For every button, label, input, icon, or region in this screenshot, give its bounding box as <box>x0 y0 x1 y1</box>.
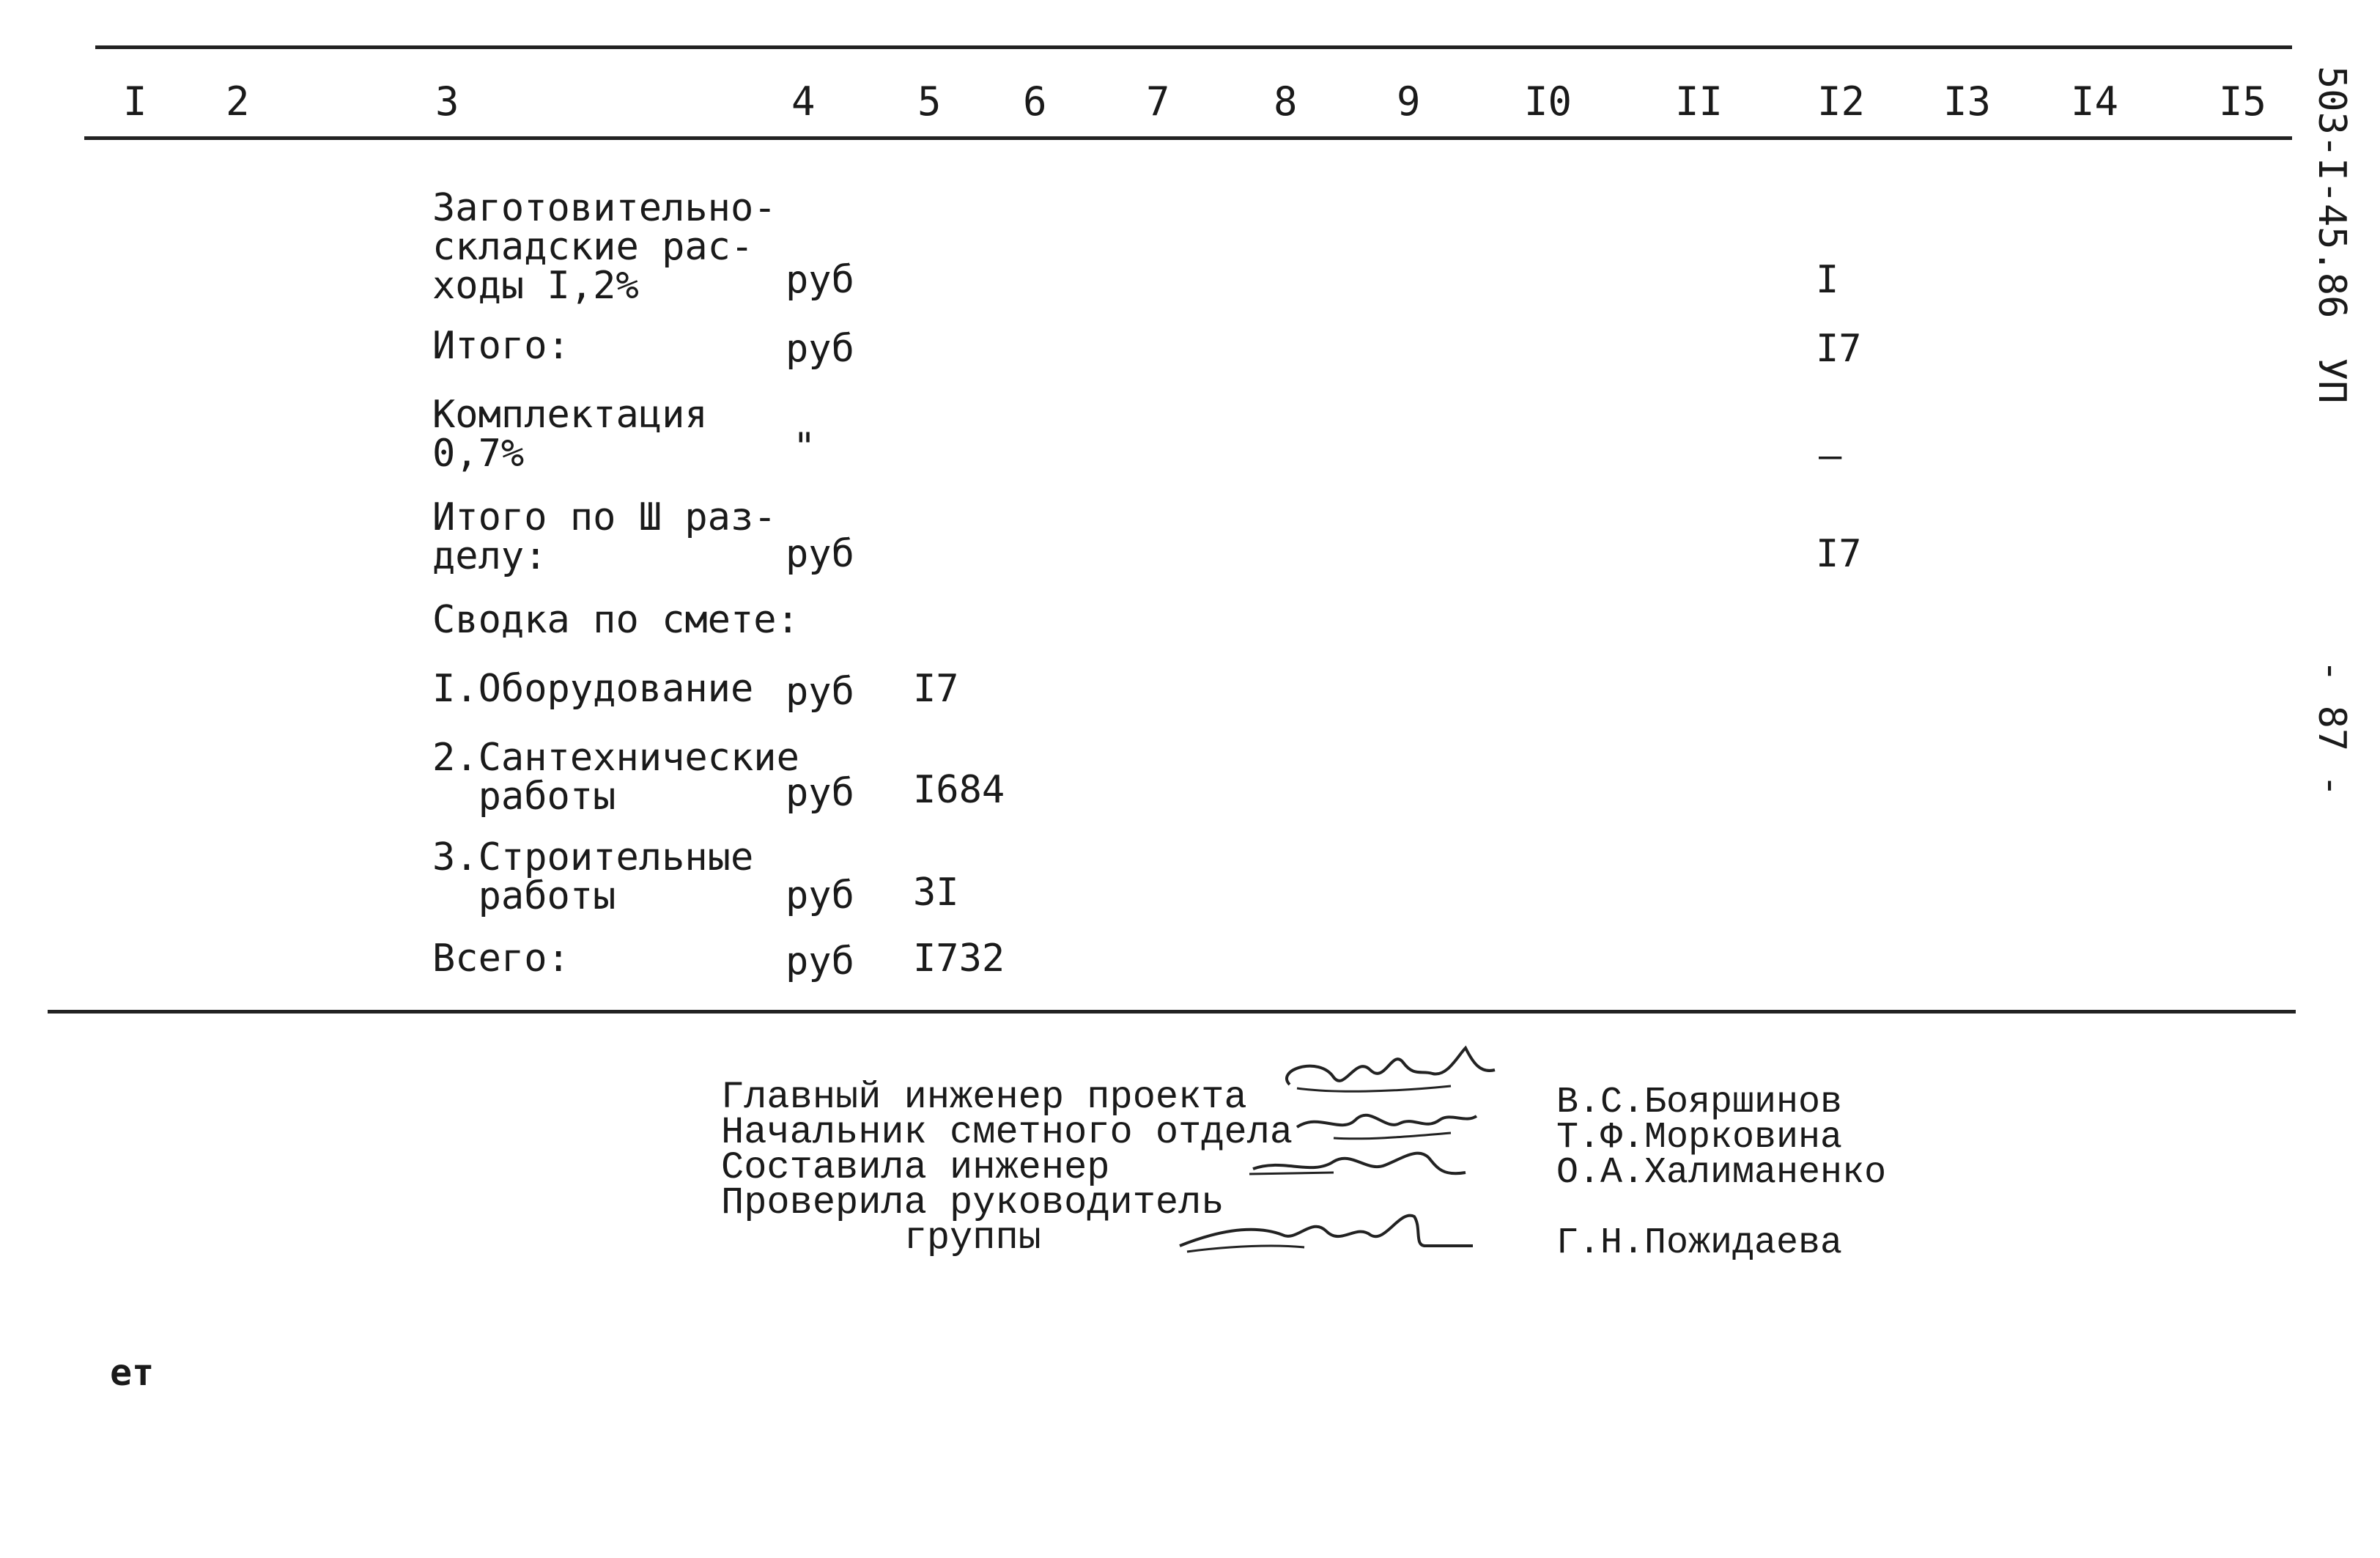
signature-chief-engineer <box>1275 1041 1495 1107</box>
column-header-6: 6 <box>1023 78 1047 125</box>
signature-compiled-by <box>1246 1136 1480 1187</box>
signature-label: Главный инженер проекта <box>721 1076 1247 1119</box>
column-header-15: I5 <box>2219 78 2267 125</box>
signature-label: Начальник сметного отдела <box>721 1111 1293 1154</box>
column-header-10: I0 <box>1524 78 1572 125</box>
row-name: Сводка по смете: <box>432 598 799 642</box>
row-unit: руб <box>786 532 854 576</box>
row-unit: " <box>793 425 816 469</box>
column-header-1: I <box>123 78 147 125</box>
footer-fragment: ет <box>110 1351 155 1394</box>
row-unit: руб <box>786 874 854 918</box>
row-col12: I <box>1816 258 1839 302</box>
row-name: Комплектация 0,7% <box>432 393 708 476</box>
row-name: Итого по Ш раз- делу: <box>432 495 777 579</box>
signer-name: В.С.Бояршинов <box>1556 1082 1843 1123</box>
row-unit: руб <box>786 939 854 983</box>
row-col5: I7 <box>913 667 959 711</box>
document-code: 503-I-45.86 <box>2310 66 2354 319</box>
column-header-7: 7 <box>1146 78 1170 125</box>
signature-label: группы <box>721 1217 1041 1260</box>
table-bottom-rule <box>48 1010 2296 1014</box>
column-header-14: I4 <box>2071 78 2119 125</box>
column-header-13: I3 <box>1943 78 1992 125</box>
row-unit: руб <box>786 670 854 714</box>
signer-name: О.А.Халиманенко <box>1556 1152 1887 1194</box>
row-unit: руб <box>786 258 854 302</box>
column-header-5: 5 <box>917 78 942 125</box>
column-header-3: 3 <box>435 78 459 125</box>
column-header-9: 9 <box>1397 78 1421 125</box>
row-name: 2.Сантехнические работы <box>432 736 799 819</box>
row-name: Всего: <box>432 937 570 981</box>
row-unit: руб <box>786 327 854 371</box>
row-col12: – <box>1819 434 1842 478</box>
row-col5: I684 <box>913 768 1005 812</box>
row-name: I.Оборудование <box>432 667 754 711</box>
page-number: - 87 - <box>2310 660 2354 797</box>
column-header-12: I2 <box>1817 78 1866 125</box>
album-code: УП <box>2310 358 2354 404</box>
column-header-4: 4 <box>791 78 816 125</box>
row-col5: 3I <box>913 871 959 915</box>
row-name: Заготовительно- складские рас- ходы I,2% <box>432 186 777 309</box>
row-col12: I7 <box>1816 327 1862 371</box>
row-col12: I7 <box>1816 532 1862 576</box>
column-header-11: II <box>1675 78 1723 125</box>
row-col5: I732 <box>913 937 1005 981</box>
row-name: Итого: <box>432 324 570 368</box>
header-bottom-rule <box>84 136 2292 140</box>
row-unit: руб <box>786 771 854 815</box>
column-header-8: 8 <box>1274 78 1298 125</box>
signer-name: Г.Н.Пожидаева <box>1556 1222 1843 1264</box>
row-name: 3.Строительные работы <box>432 835 754 919</box>
signature-label: Проверила руководитель <box>721 1181 1224 1225</box>
signature-checked-by <box>1172 1202 1480 1260</box>
signer-name: Т.Ф.Морковина <box>1556 1117 1843 1159</box>
column-header-2: 2 <box>226 78 250 125</box>
signature-label: Составила инженер <box>721 1146 1110 1189</box>
header-top-rule <box>95 45 2292 49</box>
